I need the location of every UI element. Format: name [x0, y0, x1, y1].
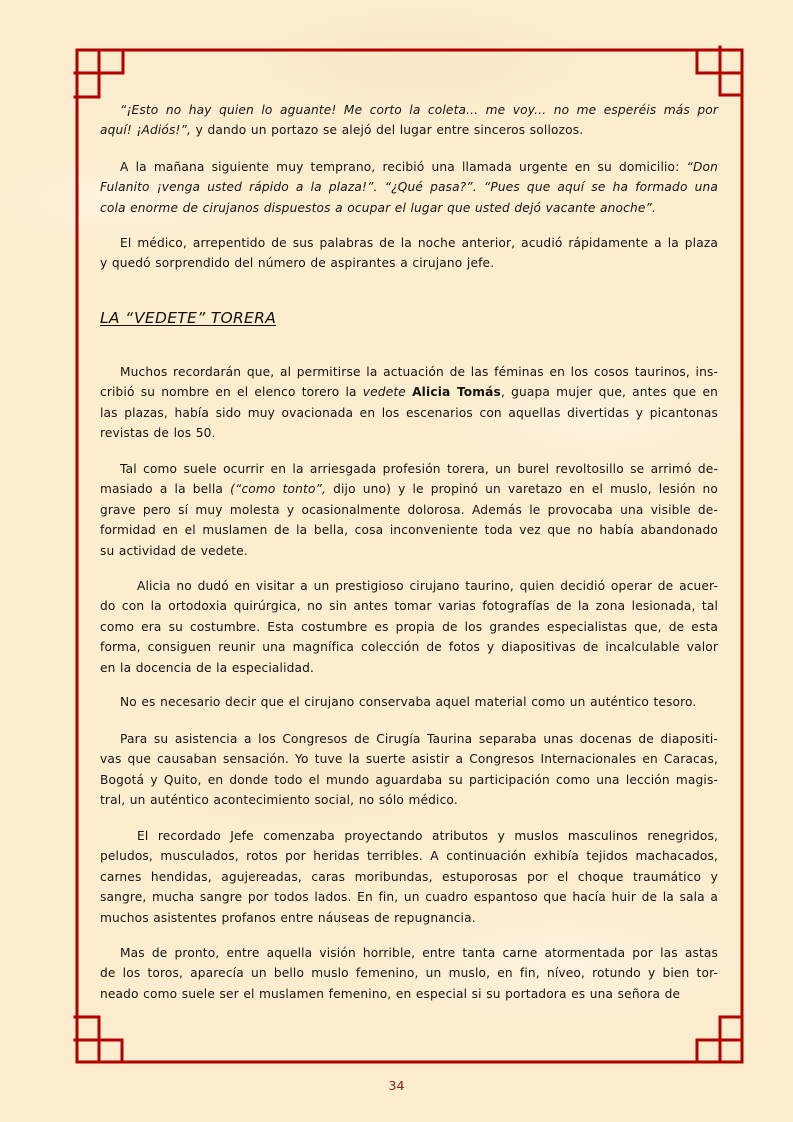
text-run: , guapa mujer que, antes que en [500, 385, 718, 400]
text-run: No es necesario decir que el cirujano conservaba aquel material como un auténtico tesoro. [120, 695, 697, 709]
text-line [100, 541, 718, 561]
italic-text: “¡Esto no hay quien lo aguante! Me corto la coleta... me voy... no me esperéis más por [120, 103, 718, 117]
bold-text: Alicia Tomás [412, 385, 501, 400]
text-run: formidad en el muslamen de la bella, cosa inconveniente toda vez que no había abandonado [100, 523, 718, 538]
text-line [100, 770, 718, 790]
italic-text: (“como tonto”, [230, 482, 327, 497]
text-line [100, 177, 718, 197]
text-line [100, 233, 718, 253]
text-run: Tal como suele ocurrir en la arriesgada profesión torera, un burel revoltosillo se arrimó de- [120, 462, 718, 476]
paragraph [100, 362, 718, 444]
text-line [100, 479, 718, 499]
text-run: muchos asistentes profanos entre náuseas de repugnancia. [100, 910, 476, 925]
text-line [100, 790, 718, 810]
text-line [100, 500, 718, 520]
paragraph [100, 100, 718, 141]
page-number: 34 [388, 1078, 405, 1093]
text-line [100, 520, 718, 540]
text-run: las plazas, había sido muy ovacionada en los escenarios con aquellas divertidas y picantonas [100, 405, 718, 420]
text-run: masiado a la bella [100, 482, 231, 497]
text-run: tral, un auténtico acontecimiento social, no sólo médico. [100, 793, 458, 808]
text-run: como era su costumbre. Esta costumbre es propia de los grandes especialistas que, de esta [100, 619, 718, 634]
text-line [100, 658, 718, 678]
text-line [100, 692, 718, 712]
italic-text: vedete [362, 385, 406, 400]
text-line [100, 596, 718, 616]
text-line [100, 423, 718, 443]
text-line [100, 382, 718, 402]
text-run: sangre, mucha sangre por todos lados. En fin, un cuadro espantoso que hacía huir de la sala a [100, 890, 718, 905]
text-run: A la mañana siguiente muy temprano, recibió una llamada urgente en su domicilio: [120, 160, 687, 174]
text-line [100, 908, 718, 928]
text-run: vas que causaban sensación. Yo tuve la suerte asistir a Congresos Internacionales en Caracas, [100, 752, 718, 767]
text-run: Muchos recordarán que, al permitirse la actuación de las féminas en los cosos taurinos, ins- [120, 365, 718, 379]
text-run: do con la ortodoxia quirúrgica, no sin antes tomar varias fotografías de la zona lesionada, tal [100, 599, 718, 614]
text-run: Para su asistencia a los Congresos de Cirugía Taurina separaba unas docenas de diapositi- [120, 732, 718, 746]
text-run: revistas de los 50. [100, 426, 216, 441]
text-run: de los toros, aparecía un bello muslo femenino, un muslo, en fin, níveo, rotundo y bien tor- [100, 966, 718, 981]
paragraph [100, 157, 718, 218]
text-line [100, 157, 718, 177]
paragraph [100, 826, 718, 928]
text-line [100, 198, 718, 218]
section-heading: LA “VEDETE” TORERA [100, 309, 277, 327]
text-run: y dando un portazo se alejó del lugar entre sinceros sollozos. [191, 123, 584, 138]
text-line [100, 826, 718, 846]
text-line [100, 943, 718, 963]
paragraph [100, 692, 718, 712]
text-line [100, 100, 718, 120]
text-run: Bogotá y Quito, en donde todo el mundo aguardaba su participación como una lección magis- [100, 772, 718, 787]
italic-text: aquí! ¡Adiós!”, [100, 123, 192, 138]
text-line [100, 637, 718, 657]
text-run: dijo uno) y le propinó un varetazo en el muslo, lesión no [326, 482, 718, 497]
paragraph [100, 459, 718, 561]
text-run: cribió su nombre en el elenco torero la [100, 385, 363, 400]
text-run: y quedó sorprendido del número de aspirantes a cirujano jefe. [100, 256, 495, 271]
text-line [100, 617, 718, 637]
text-run: en la docencia de la especialidad. [100, 660, 315, 675]
italic-text: Fulanito ¡venga usted rápido a la plaza!”. “¿Qué pasa?”. “Pues que aquí se ha formado una [100, 180, 718, 195]
text-line [100, 362, 718, 382]
text-line [100, 867, 718, 887]
paragraph [100, 576, 718, 678]
text-run: grave pero sí muy molesta y ocasionalmente dolorosa. Además le provocaba una visible de- [100, 502, 718, 517]
text-line [100, 984, 718, 1004]
text-run: forma, consiguen reunir una magnífica colección de fotos y diapositivas de incalculable valor [100, 640, 718, 655]
text-run: El recordado Jefe comenzaba proyectando atributos y muslos masculinos renegridos, [137, 829, 718, 843]
text-line [100, 887, 718, 907]
paragraph [100, 729, 718, 811]
text-run: Alicia no dudó en visitar a un prestigioso cirujano taurino, quien decidió operar de acuer- [137, 579, 718, 593]
text-run: Mas de pronto, entre aquella visión horrible, entre tanta carne atormentada por las astas [120, 946, 718, 960]
text-run: El médico, arrepentido de sus palabras de la noche anterior, acudió rápidamente a la plaza [120, 236, 718, 250]
text-run: peludos, musculados, rotos por heridas terribles. A continuación exhibía tejidos machacados, [100, 849, 718, 864]
text-line [100, 846, 718, 866]
text-line [100, 729, 718, 749]
text-line [100, 963, 718, 983]
text-line [100, 120, 718, 140]
italic-text: cola enorme de cirujanos dispuestos a ocupar el lugar que usted dejó vacante anoche”. [100, 200, 656, 215]
paragraph [100, 943, 718, 1004]
text-run: carnes hendidas, agujereadas, caras moribundas, estuporosas por el choque traumático y [100, 869, 718, 884]
text-line [100, 403, 718, 423]
text-line [100, 253, 718, 273]
paragraph [100, 233, 718, 274]
text-line [100, 459, 718, 479]
italic-text: “Don [686, 160, 718, 174]
text-line [100, 576, 718, 596]
text-run: su actividad de vedete. [100, 543, 248, 558]
text-run: neado como suele ser el muslamen femenino, en especial si su portadora es una señora de [100, 986, 681, 1001]
text-line [100, 749, 718, 769]
